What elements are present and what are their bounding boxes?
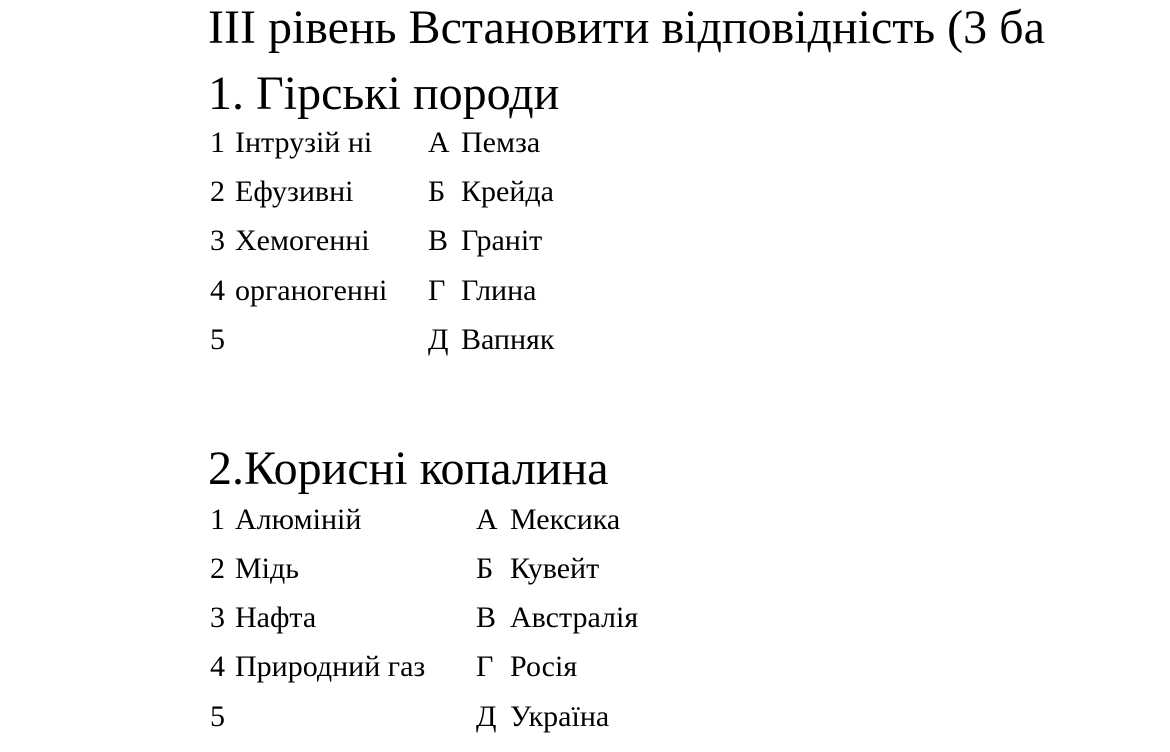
option-letter: А bbox=[428, 126, 450, 159]
rock-example: Пемза bbox=[461, 126, 541, 159]
row-number: 1 bbox=[210, 503, 225, 536]
option-letter: В bbox=[476, 601, 497, 634]
row-number: 2 bbox=[210, 552, 225, 585]
section-1-title: 1. Гірські породи bbox=[208, 67, 560, 120]
option-letter: Д bbox=[428, 323, 449, 356]
rock-example: Глина bbox=[461, 274, 537, 307]
row-number: 4 bbox=[210, 650, 225, 683]
row-number: 2 bbox=[210, 175, 225, 208]
rock-example: Граніт bbox=[461, 224, 543, 257]
row-number: 1 bbox=[210, 126, 225, 159]
option-letter: Б bbox=[428, 175, 446, 208]
row-number: 5 bbox=[210, 323, 225, 356]
option-letter: А bbox=[476, 503, 498, 536]
option-letter: Б bbox=[476, 552, 494, 585]
option-letter: Д bbox=[476, 700, 497, 733]
rock-type-label: Ефузивні bbox=[235, 175, 354, 208]
row-number: 3 bbox=[210, 224, 225, 257]
country-label: Росія bbox=[510, 650, 578, 683]
rock-example: Вапняк bbox=[461, 323, 555, 356]
row-number: 5 bbox=[210, 700, 225, 733]
row-number: 3 bbox=[210, 601, 225, 634]
rock-type-label: органогенні bbox=[235, 274, 388, 307]
country-label: Австралія bbox=[510, 601, 639, 634]
rock-type-label: Інтрузій ні bbox=[235, 126, 373, 159]
option-letter: Г bbox=[428, 274, 446, 307]
section-2-title: 2.Корисні копалина bbox=[208, 442, 609, 495]
option-letter: В bbox=[428, 224, 449, 257]
row-number: 4 bbox=[210, 274, 225, 307]
rock-example: Крейда bbox=[461, 175, 554, 208]
level-heading: ІІІ рівень Встановити відповідність (3 ба bbox=[208, 1, 1045, 54]
country-label: Кувейт bbox=[510, 552, 600, 585]
mineral-label: Мідь bbox=[235, 552, 299, 585]
mineral-label: Алюміній bbox=[235, 503, 362, 536]
country-label: Україна bbox=[510, 700, 610, 733]
mineral-label: Природний газ bbox=[235, 650, 426, 683]
rock-type-label: Хемогенні bbox=[235, 224, 370, 257]
country-label: Мексика bbox=[510, 503, 621, 536]
mineral-label: Нафта bbox=[235, 601, 317, 634]
option-letter: Г bbox=[476, 650, 494, 683]
